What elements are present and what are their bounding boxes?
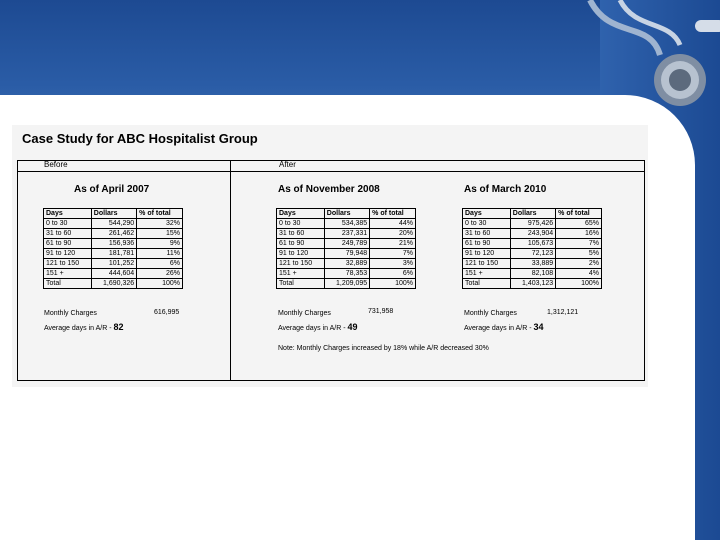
monthly-charges-label: Monthly Charges [464,310,517,317]
before-after-divider [230,161,231,380]
pct-cell: 6% [370,269,416,279]
table-row [463,279,602,289]
dollars-cell: 105,673 [510,239,555,249]
dollars-cell: 101,252 [91,259,136,269]
pct-cell: 5% [556,249,602,259]
table-row [277,249,416,259]
header-divider [18,171,644,172]
table-row [463,249,602,259]
days-cell: 151 + [463,269,511,279]
before-label: Before [44,160,68,169]
dollars-cell: 82,108 [510,269,555,279]
dollars-cell: 444,604 [91,269,136,279]
days-cell: 0 to 30 [463,219,511,229]
monthly-charges-value: 731,958 [368,308,394,315]
table-row [277,229,416,239]
dollars-cell: 243,904 [510,229,555,239]
comparison-frame [17,160,645,381]
days-cell: Total [44,279,92,289]
col-days-header: Days [44,209,92,219]
days-cell: 61 to 90 [277,239,325,249]
dollars-cell: 1,690,326 [91,279,136,289]
table-row [44,239,183,249]
table-body [277,219,416,289]
table-row [44,269,183,279]
days-cell: 31 to 60 [44,229,92,239]
avg-days-text: Average days in A/R - [278,325,346,332]
pct-cell: 100% [137,279,183,289]
table-header-row [44,209,183,219]
pct-cell: 100% [370,279,416,289]
table-header-row [277,209,416,219]
ar-table-march-2010 [462,208,602,289]
avg-days-text: Average days in A/R - [44,325,112,332]
table-row [44,249,183,259]
avg-days-text: Average days in A/R - [464,325,532,332]
days-cell: 91 to 120 [44,249,92,259]
days-cell: 0 to 30 [44,219,92,229]
pct-cell: 7% [556,239,602,249]
table-row [44,229,183,239]
section-title-april-2007: As of April 2007 [74,184,150,195]
table-row [277,259,416,269]
monthly-charges-label: Monthly Charges [278,310,331,317]
table-row [44,219,183,229]
days-cell: 151 + [277,269,325,279]
table-body [44,219,183,289]
days-cell: 61 to 90 [44,239,92,249]
table-row [463,219,602,229]
case-study-title: Case Study for ABC Hospitalist Group [22,131,258,146]
dollars-cell: 237,331 [324,229,369,239]
days-cell: 91 to 120 [463,249,511,259]
days-cell: 151 + [44,269,92,279]
monthly-charges-value: 616,995 [154,309,180,316]
pct-cell: 6% [137,259,183,269]
col-days-header: Days [277,209,325,219]
days-cell: 31 to 60 [277,229,325,239]
pct-cell: 15% [137,229,183,239]
col-dollars-header: Dollars [91,209,136,219]
table-row [277,219,416,229]
pct-cell: 9% [137,239,183,249]
monthly-charges-label: Monthly Charges [44,310,97,317]
table-row [463,269,602,279]
dollars-cell: 33,889 [510,259,555,269]
days-cell: 121 to 150 [44,259,92,269]
pct-cell: 32% [137,219,183,229]
dollars-cell: 534,385 [324,219,369,229]
dollars-cell: 32,889 [324,259,369,269]
dollars-cell: 1,209,095 [324,279,369,289]
days-cell: 121 to 150 [463,259,511,269]
avg-days-label [464,322,544,332]
note-text: Note: Monthly Charges increased by 18% while A/R decreased 30% [278,345,489,352]
avg-days-value: 82 [113,322,124,332]
section-title-march-2010: As of March 2010 [464,184,547,195]
dollars-cell: 181,781 [91,249,136,259]
pct-cell: 65% [556,219,602,229]
days-cell: 121 to 150 [277,259,325,269]
pct-cell: 3% [370,259,416,269]
days-cell: 31 to 60 [463,229,511,239]
pct-cell: 11% [137,249,183,259]
days-cell: 91 to 120 [277,249,325,259]
monthly-charges-value: 1,312,121 [547,309,579,316]
dollars-cell: 72,123 [510,249,555,259]
pct-cell: 7% [370,249,416,259]
avg-days-value: 34 [533,322,544,332]
col-days-header: Days [463,209,511,219]
col-pct-header: % of total [137,209,183,219]
table-row [277,269,416,279]
pct-cell: 16% [556,229,602,239]
avg-days-label [44,322,124,332]
avg-days-label [278,322,358,332]
dollars-cell: 156,936 [91,239,136,249]
table-body [463,219,602,289]
dollars-cell: 79,948 [324,249,369,259]
dollars-cell: 975,426 [510,219,555,229]
pct-cell: 26% [137,269,183,279]
pct-cell: 4% [556,269,602,279]
days-cell: Total [463,279,511,289]
case-study-panel [12,125,648,387]
ar-table-november-2008 [276,208,416,289]
pct-cell: 44% [370,219,416,229]
dollars-cell: 249,789 [324,239,369,249]
days-cell: 0 to 30 [277,219,325,229]
section-title-november-2008: As of November 2008 [278,184,380,195]
col-dollars-header: Dollars [324,209,369,219]
dollars-cell: 544,290 [91,219,136,229]
col-dollars-header: Dollars [510,209,555,219]
days-cell: 61 to 90 [463,239,511,249]
pct-cell: 100% [556,279,602,289]
pct-cell: 2% [556,259,602,269]
table-row [277,239,416,249]
dollars-cell: 78,353 [324,269,369,279]
dollars-cell: 261,462 [91,229,136,239]
table-row [463,239,602,249]
table-row [44,279,183,289]
col-pct-header: % of total [556,209,602,219]
ar-table-april-2007 [43,208,183,289]
stethoscope-icon [550,0,720,110]
pct-cell: 21% [370,239,416,249]
avg-days-value: 49 [347,322,358,332]
table-row [44,259,183,269]
pct-cell: 20% [370,229,416,239]
col-pct-header: % of total [370,209,416,219]
table-row [463,229,602,239]
dollars-cell: 1,403,123 [510,279,555,289]
after-label: After [279,160,296,169]
table-row [277,279,416,289]
table-row [463,259,602,269]
table-header-row [463,209,602,219]
days-cell: Total [277,279,325,289]
